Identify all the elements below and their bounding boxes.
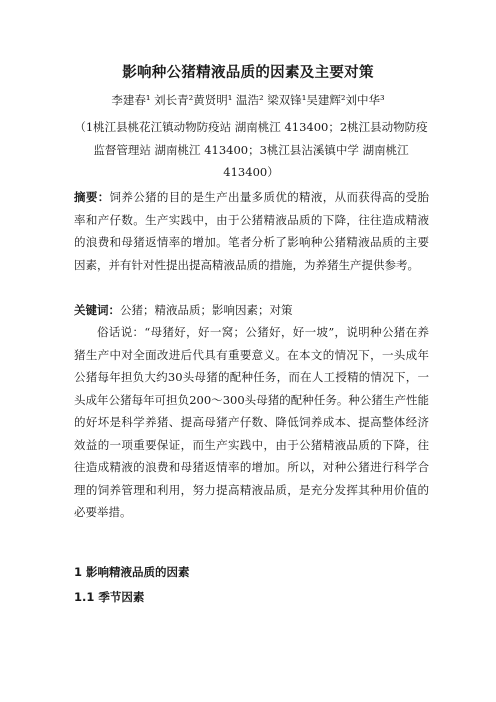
abstract-text: 饲养公猪的目的是生产出量多质优的精液，从而获得高的受胎率和产仔数。生产实践中，由于公猪精液品质的下降，往往造成精液的浪费和母猪返情率的增加。笔者分析了影响种公猪精液品质的主要因素，并有针对性提出提高精液品质的措施，为养猪生产提供参考。 xyxy=(74,190,430,272)
abstract xyxy=(74,186,429,276)
intro-paragraph: 俗话说：“母猪好，好一窝；公猪好，好一坡”，说明种公猪在养猪生产中对全面改进后代具有重要意义。在本文的情况下，一头成年公猪每年担负大约30头母猪的配种任务，而在人工授精的情况下，一头成年公猪每年可担负200～300头母猪的配种任务。种公猪生产性能的好坏是科学养猪、提高母猪产仔数、降低饲养成本、提高整体经济效益的一项重要保证，而生产实践中，由于公猪精液品质的下降，往往造成精液的浪费和母猪返情率的增加。所以，对种公猪进行科学合理的饲养管理和利用，努力提高精液品质，是充分发挥其种用价值的必要举措。 xyxy=(74,325,429,519)
abstract-label: 摘要： xyxy=(74,190,110,204)
keywords xyxy=(74,299,429,322)
author-list: 李建春¹ 刘长青²黄贤明¹ 温浩² 梁双锋¹吴建辉²刘中华³ xyxy=(111,93,385,107)
keywords-text: 公猪；精液品质；影响因素；对策 xyxy=(120,303,293,317)
section-heading-1: 1 影响精液品质的因素 xyxy=(74,565,190,579)
keywords-label: 关键词： xyxy=(74,303,120,317)
affiliation: （1桃江县桃花江镇动物防疫站 湖南桃江 413400；2桃江县动物防疫监督管理站 湖南桃江 413400；3桃江县沾溪镇中学 湖南桃江 413400） xyxy=(74,120,428,179)
subsection-heading-1-1: 1.1 季节因素 xyxy=(74,590,145,604)
paper-title: 影响种公猪精液品质的因素及主要对策 xyxy=(122,65,374,81)
